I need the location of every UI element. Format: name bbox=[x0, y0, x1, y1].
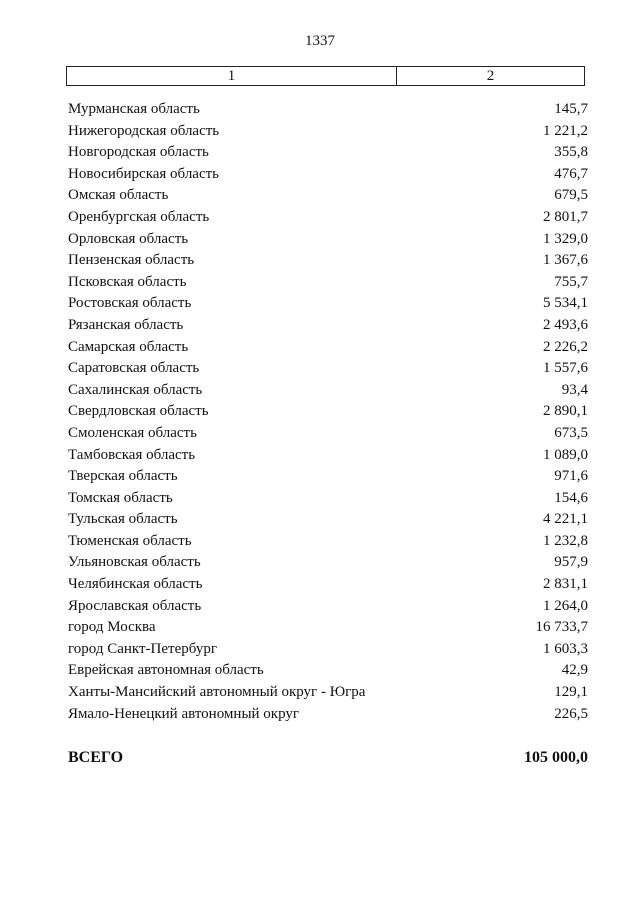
region-name: Тульская область bbox=[68, 511, 178, 528]
region-name: Томская область bbox=[68, 489, 173, 506]
table-row bbox=[68, 531, 588, 553]
region-value: 2 831,1 bbox=[543, 576, 588, 593]
region-value: 4 221,1 bbox=[543, 511, 588, 528]
region-value: 2 801,7 bbox=[543, 208, 588, 225]
table-row bbox=[68, 380, 588, 402]
region-name: Псковская область bbox=[68, 273, 187, 290]
region-name: город Санкт-Петербург bbox=[68, 640, 217, 657]
table-row bbox=[68, 639, 588, 661]
table-row bbox=[68, 704, 588, 726]
column-header-table bbox=[66, 66, 585, 86]
table-row bbox=[68, 99, 588, 121]
region-value: 2 890,1 bbox=[543, 403, 588, 420]
region-value: 1 367,6 bbox=[543, 252, 588, 269]
table-row bbox=[68, 617, 588, 639]
region-name: Ханты-Мансийский автономный округ - Югра bbox=[68, 684, 366, 701]
table-row bbox=[68, 423, 588, 445]
region-name: Челябинская область bbox=[68, 576, 203, 593]
table-row bbox=[68, 142, 588, 164]
region-value: 971,6 bbox=[554, 468, 588, 485]
table-row bbox=[68, 466, 588, 488]
region-value: 42,9 bbox=[561, 662, 588, 679]
table-row bbox=[68, 401, 588, 423]
table-row bbox=[68, 185, 588, 207]
region-name: Смоленская область bbox=[68, 424, 197, 441]
region-value: 2 226,2 bbox=[543, 338, 588, 355]
region-name: Ярославская область bbox=[68, 597, 202, 614]
region-name: Ульяновская область bbox=[68, 554, 201, 571]
region-value: 755,7 bbox=[554, 273, 588, 290]
region-name: Сахалинская область bbox=[68, 381, 203, 398]
region-name: Саратовская область bbox=[68, 360, 200, 377]
region-name: Тамбовская область bbox=[68, 446, 196, 463]
region-value: 1 264,0 bbox=[543, 597, 588, 614]
region-name: Тюменская область bbox=[68, 532, 192, 549]
region-name: Нижегородская область bbox=[68, 122, 220, 139]
region-name: Пензенская область bbox=[68, 252, 195, 269]
region-value: 145,7 bbox=[554, 101, 588, 117]
region-value: 476,7 bbox=[554, 165, 588, 182]
region-name: Омская область bbox=[68, 187, 169, 204]
region-value: 1 232,8 bbox=[543, 532, 588, 549]
page-number: 1337 bbox=[305, 33, 335, 49]
region-value: 1 603,3 bbox=[543, 640, 588, 657]
region-value: 93,4 bbox=[561, 381, 588, 398]
table-row bbox=[68, 682, 588, 704]
table-row bbox=[68, 229, 588, 251]
column-header-2: 2 bbox=[486, 68, 495, 84]
table-row bbox=[68, 445, 588, 467]
table-row bbox=[68, 509, 588, 531]
table-row bbox=[68, 337, 588, 359]
region-name: Еврейская автономная область bbox=[68, 662, 264, 679]
table-row bbox=[68, 207, 588, 229]
column-header-1: 1 bbox=[67, 67, 397, 85]
table-row bbox=[68, 315, 588, 337]
table-row bbox=[68, 552, 588, 574]
table-row bbox=[68, 250, 588, 272]
region-name: Ростовская область bbox=[68, 295, 192, 312]
region-name: Свердловская область bbox=[68, 403, 209, 420]
region-value: 957,9 bbox=[554, 554, 588, 571]
region-name: Орловская область bbox=[68, 230, 189, 247]
region-value: 129,1 bbox=[554, 684, 588, 701]
table-row bbox=[68, 660, 588, 682]
region-value: 154,6 bbox=[554, 489, 588, 506]
region-value: 679,5 bbox=[554, 187, 588, 204]
total-label: ВСЕГО bbox=[68, 749, 124, 766]
table-row bbox=[68, 358, 588, 380]
region-name: Тверская область bbox=[68, 468, 178, 485]
total-row bbox=[68, 746, 588, 770]
region-name: Рязанская область bbox=[68, 316, 184, 333]
region-name: Ямало-Ненецкий автономный округ bbox=[68, 705, 300, 722]
region-name: Самарская область bbox=[68, 338, 189, 355]
table-row bbox=[68, 272, 588, 294]
table-row bbox=[68, 164, 588, 186]
region-name: Мурманская область bbox=[68, 101, 200, 117]
table-row bbox=[68, 488, 588, 510]
region-name: город Москва bbox=[68, 619, 156, 636]
region-value: 1 557,6 bbox=[543, 360, 588, 377]
region-value: 1 329,0 bbox=[543, 230, 588, 247]
region-list bbox=[68, 99, 588, 725]
region-name: Новгородская область bbox=[68, 144, 209, 161]
region-name: Новосибирская область bbox=[68, 165, 220, 182]
region-value: 2 493,6 bbox=[543, 316, 588, 333]
table-row bbox=[68, 596, 588, 618]
region-value: 5 534,1 bbox=[543, 295, 588, 312]
region-value: 16 733,7 bbox=[535, 619, 588, 636]
total-value: 105 000,0 bbox=[524, 749, 588, 766]
table-row bbox=[68, 121, 588, 143]
region-name: Оренбургская область bbox=[68, 208, 210, 225]
region-value: 1 221,2 bbox=[543, 122, 588, 139]
region-value: 1 089,0 bbox=[543, 446, 588, 463]
region-value: 673,5 bbox=[554, 424, 588, 441]
table-row bbox=[68, 293, 588, 315]
region-value: 226,5 bbox=[554, 705, 588, 722]
table-row bbox=[68, 574, 588, 596]
region-value: 355,8 bbox=[554, 144, 588, 161]
